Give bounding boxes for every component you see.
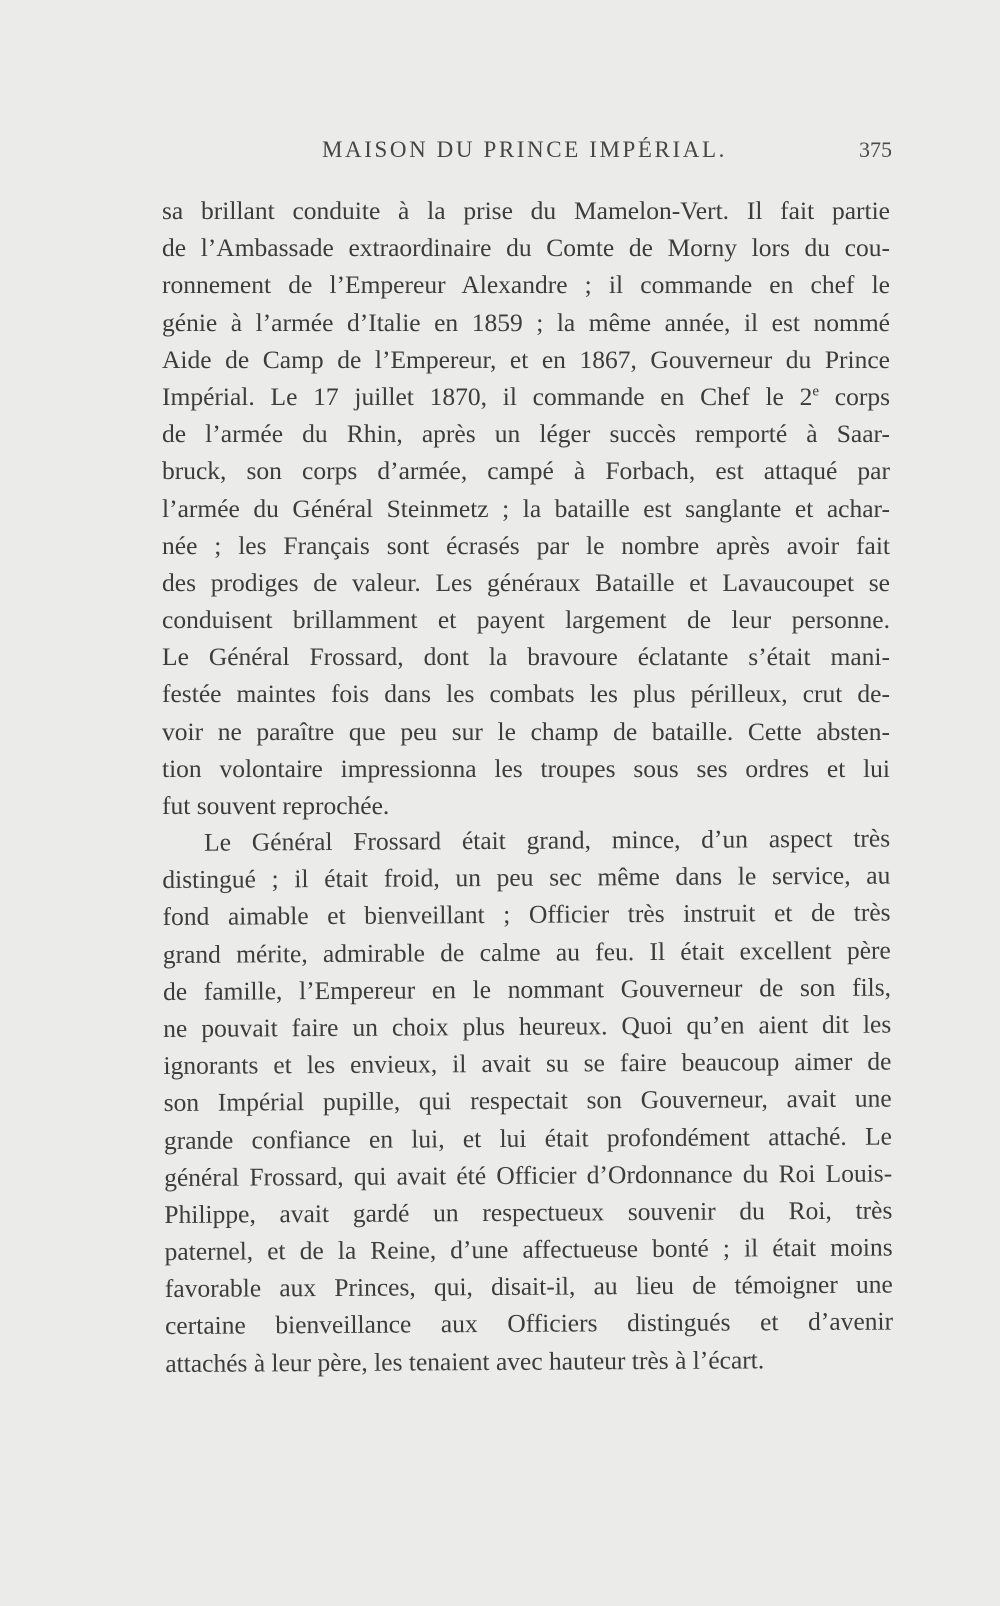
text-line: tion volontaire impressionna les troupes sous ses ordres et lui: [162, 753, 890, 783]
text-line: [162, 378, 890, 415]
paragraph-1: [162, 192, 890, 824]
text-line: Le Général Frossard était grand, mince, d’un aspect très: [204, 823, 891, 857]
text-line: attachés à leur père, les tenaient avec hauteur très à l’écart.: [165, 1345, 765, 1378]
page-header: [162, 137, 892, 177]
text-line: ne pouvait faire un choix plus heureux. Quoi qu’en aient dit les: [163, 1009, 892, 1044]
text-line: de l’Ambassade extraordinaire du Comte de Morny lors du cou-: [162, 233, 890, 263]
body-text: [162, 192, 894, 1382]
text-line: Philippe, avait gardé un respectueux souvenir du Roi, très: [164, 1195, 893, 1230]
text-line: fut souvent reprochée.: [162, 791, 390, 820]
text-line: distingué ; il était froid, un peu sec même dans le service, au: [162, 860, 891, 895]
text-line: des prodiges de valeur. Les généraux Bataille et Lavaucoupet se: [162, 567, 890, 597]
text-line: grande confiance en lui, et lui était profondément attaché. Le: [163, 1121, 893, 1155]
text-line-part: Impérial. Le 17 juillet 1870, il commande en Chef le 2: [162, 381, 813, 411]
text-line: festée maintes fois dans les combats les plus périlleux, crut de-: [162, 679, 890, 709]
text-line: général Frossard, qui avait été Officier d’Ordonnance du Roi Louis-: [164, 1158, 893, 1192]
text-line: Aide de Camp de l’Empereur, et en 1867, Gouverneur du Prince: [162, 344, 890, 374]
text-line: son Impérial pupille, qui respectait son Gouverneur, avait une: [163, 1084, 892, 1118]
text-line: certaine bienveillance aux Officiers distingués et d’avenir: [164, 1307, 894, 1341]
text-line: grand mérite, admirable de calme au feu. Il était excellent père: [162, 935, 891, 969]
text-line: de l’armée du Rhin, après un léger succès remporté à Saar-: [162, 419, 890, 449]
paragraph-2: [162, 820, 893, 1382]
text-line: sa brillant conduite à la prise du Mamelon-Vert. Il fait partie: [162, 196, 890, 225]
text-line: génie à l’armée d’Italie en 1859 ; la même année, il est nommé: [162, 307, 890, 337]
text-line: bruck, son corps d’armée, campé à Forbach, est attaqué par: [162, 456, 890, 486]
text-line: l’armée du Général Steinmetz ; la bataille est sanglante et achar-: [162, 493, 890, 523]
text-line: fond aimable et bienveillant ; Officier très instruit et de très: [162, 898, 891, 932]
text-line: favorable aux Princes, qui, disait-il, au lieu de témoigner une: [164, 1269, 893, 1304]
text-line: de famille, l’Empereur en le nommant Gouverneur de son fils,: [162, 972, 892, 1006]
superscript: e: [812, 383, 820, 400]
text-line: ignorants et les envieux, il avait su se faire beaucoup aimer de: [163, 1046, 892, 1081]
text-line: conduisent brillamment et payent largement de leur personne.: [162, 605, 890, 635]
text-line-part: corps: [819, 381, 890, 411]
text-line: paternel, et de la Reine, d’une affectueuse bonté ; il était moins: [164, 1232, 893, 1267]
running-title: MAISON DU PRINCE IMPÉRIAL.: [322, 137, 727, 162]
text-line: Le Général Frossard, dont la bravoure éclatante s’était mani-: [162, 642, 890, 672]
text-line: née ; les Français sont écrasés par le nombre après avoir fait: [162, 530, 890, 560]
text-line: voir ne paraître que peu sur le champ de bataille. Cette absten-: [162, 716, 890, 746]
text-line: ronnement de l’Empereur Alexandre ; il commande en chef le: [162, 270, 890, 300]
page-number: 375: [859, 137, 892, 162]
